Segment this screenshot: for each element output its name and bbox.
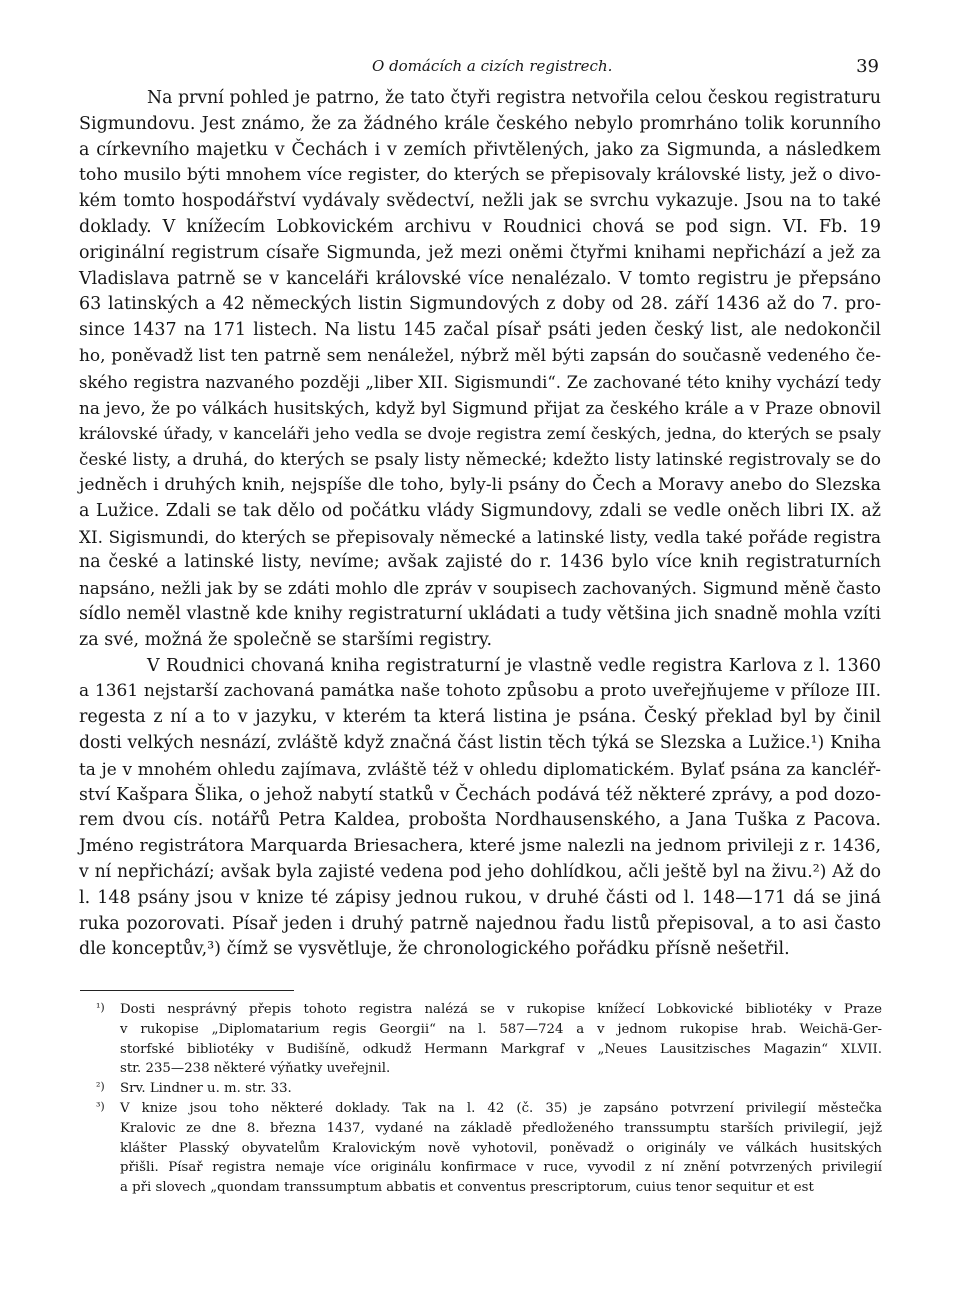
- text-line: ta je v mnohém ohledu zajímava, zvláště též v ohledu diplomatickém. Bylať psána za kancléř-: [79, 758, 881, 779]
- text-line: a 1361 nejstarší zachovaná památka naše tohoto způsobu a proto uveřejňujeme v příloze III.: [79, 681, 881, 702]
- footnote: [96, 1099, 882, 1198]
- text-line: Sigmundovu. Jest známo, že za žádného krále českého nebylo promrháno tolik korunního: [79, 113, 881, 134]
- text-line: ského registra nazvaného později „liber XII. Sigismundi“. Ze zachované této knihy vychází tedy: [79, 372, 881, 392]
- footnote-line: klášter Plasský obyvatelům Kralovickým nově vyhotovil, poněvadž o originály ve válkách husitských: [120, 1140, 882, 1156]
- footnote-marker: ¹): [96, 1001, 105, 1014]
- footnote: [96, 1079, 882, 1099]
- text-line: Vladislava patrně se v kanceláři královské více nenalézalo. V tomto registru je přepsáno: [79, 268, 881, 289]
- text-line: sídlo neměl vlastně kde knihy registraturní ukládati a tudy většina jich snadně mohla vzíti: [79, 603, 881, 624]
- text-line: l. 148 psány jsou v knize té zápisy jednou rukou, v druhé části od l. 148—171 dá se jiná: [79, 887, 881, 908]
- page-number: 39: [856, 56, 879, 77]
- footnote: [96, 1000, 882, 1079]
- text-line: kém tomto hospodářství vydávaly svědectví, nežli jak se svrchu vykazuje. Jsou na to také: [79, 191, 881, 212]
- text-line: dle konceptův,³) čímž se vysvětluje, že chronologického pořádku přísně nešetřil.: [79, 939, 790, 960]
- footnote-line: storfské bibliotéky v Budišíně, odkudž Hermann Markgraf v „Neues Lausitzisches Magazin“ XLVII.: [120, 1041, 882, 1057]
- footnote-line: a při slovech „quondam transsumptum abbatis et conventus prescriptorum, cuius tenor sequitur et est: [120, 1180, 814, 1196]
- text-line: na české a latinské listy, nevíme; avšak zajisté do r. 1436 bylo více knih registraturních: [79, 552, 881, 573]
- text-line: 63 latinských a 42 německých listin Sigmundových z doby od 28. září 1436 až do 7. pro-: [79, 294, 881, 315]
- main-text: [79, 86, 881, 963]
- text-line: ruka pozorovati. Písař jeden i druhý patrně najednou řadu listů přepisoval, a to asi často: [79, 913, 881, 934]
- text-line: v ní nepřichází; avšak byla zajisté vedena pod jeho dohlídkou, ačli ještě byl na živu.²) Až do: [79, 861, 881, 882]
- footnote-marker: ³): [96, 1099, 105, 1113]
- text-line: Na první pohled je patrno, že tato čtyři registra netvořila celou českou registraturu: [147, 88, 881, 108]
- text-line: královské úřady, v kanceláři jeho vedla se dvoje registra zemí českých, jedna, do kterých se psaly: [79, 424, 881, 444]
- text-line: ho, poněvadž list ten patrně sem nenáležel, nýbrž měl býti zapsán do současně vedeného če-: [79, 345, 881, 366]
- footnote-divider: [80, 990, 294, 991]
- text-line: V Roudnici chovaná kniha registraturní je vlastně vedle registra Karlova z l. 1360: [147, 655, 881, 676]
- text-line: Jméno registrátora Marquarda Briesachera, které jsme nalezli na jednom privileji z r. 1436,: [79, 836, 881, 857]
- footnote-marker: ²): [96, 1080, 105, 1094]
- text-line: originální registrum císaře Sigmunda, jež mezi oněmi čtyřmi knihami nepřichází a jež za: [79, 242, 881, 263]
- footnote-line: v rukopise „Diplomatarium regis Georgii“ na l. 587—724 a v jednom rukopise hrab. Weichä-Ger-: [120, 1021, 882, 1037]
- page-header: [0, 56, 960, 80]
- text-line: jedněch i druhých knih, nejspíše dle toho, byly-li psány do Čech a Moravy anebo do Slezska: [79, 474, 881, 495]
- text-line: XI. Sigismundi, do kterých se přepisovaly německé a latinské listy, vedla také pořáde registra: [79, 526, 881, 547]
- footnote-line: Srv. Lindner u. m. str. 33.: [120, 1081, 292, 1097]
- text-line: doklady. V knížecím Lobkovickém archivu v Roudnici chová se pod sign. VI. Fb. 19: [79, 216, 881, 237]
- text-line: ství Kašpara Šlika, o jehož nabytí statků v Čechách podává též některé zprávy, a pod dozo-: [79, 784, 881, 805]
- text-line: toho musilo býti mnohem více register, do kterých se přepisovaly královské listy, jež o divo-: [79, 165, 881, 186]
- text-line: since 1437 na 171 listech. Na listu 145 začal písař psáti jeden český list, ale nedokončil: [79, 320, 881, 341]
- text-line: rem dvou cís. notářů Petra Kaldea, probošta Nordhausenského, a Jana Tuška z Pacova.: [79, 810, 881, 831]
- footnote-line: V knize jsou toho některé doklady. Tak na l. 42 (č. 35) je zapsáno potvrzení privilegií městečka: [120, 1100, 882, 1116]
- footnotes: [96, 1000, 882, 1198]
- footnote-line: přišli. Písař registra nemaje více originálu konfirmace v ruce, vyvodil z ní znění potvrzených privilegií: [120, 1160, 882, 1176]
- text-line: české listy, a druhá, do kterých se psaly listy německé; kdežto listy latinské registrovaly se do: [79, 449, 881, 470]
- text-line: regesta z ní a to v jazyku, v kterém ta která listina je psána. Český překlad byl by činil: [79, 707, 881, 728]
- text-line: na jevo, že po válkách husitských, když byl Sigmund přijat za českého krále a v Praze obnovil: [79, 397, 881, 418]
- text-line: a Lužice. Zdali se tak dělo od počátku vlády Sigmundovy, zdali se vedle oněch libri IX. až: [79, 500, 881, 521]
- running-title: O domácích a cizích registrech.: [372, 57, 613, 75]
- footnote-line: Kralovic ze dne 8. března 1437, vydané na základě předloženého transsumptu starších privilegií, jejž: [120, 1120, 882, 1136]
- text-line: dosti velkých nesnází, zvláště když značná část listin těch týká se Slezska a Lužice.¹) Kniha: [79, 732, 881, 753]
- text-line: napsáno, nežli jak by se zdáti mohlo dle zpráv v soupisech zachovaných. Sigmund měně často: [79, 578, 881, 599]
- text-line: za své, možná že společně se staršími registry.: [79, 629, 493, 650]
- paragraph: [79, 86, 881, 654]
- text-line: a církevního majetku v Čechách i v zemích přivtělených, jako za Sigmunda, a následkem: [79, 139, 881, 160]
- paragraph: [79, 654, 881, 964]
- footnote-line: str. 235—238 některé výňatky uveřejnil.: [120, 1061, 391, 1077]
- footnote-line: Dosti nesprávný přepis tohoto registra nalézá se v rukopise knížecí Lobkovické bibliotéky v Praze: [120, 1002, 882, 1017]
